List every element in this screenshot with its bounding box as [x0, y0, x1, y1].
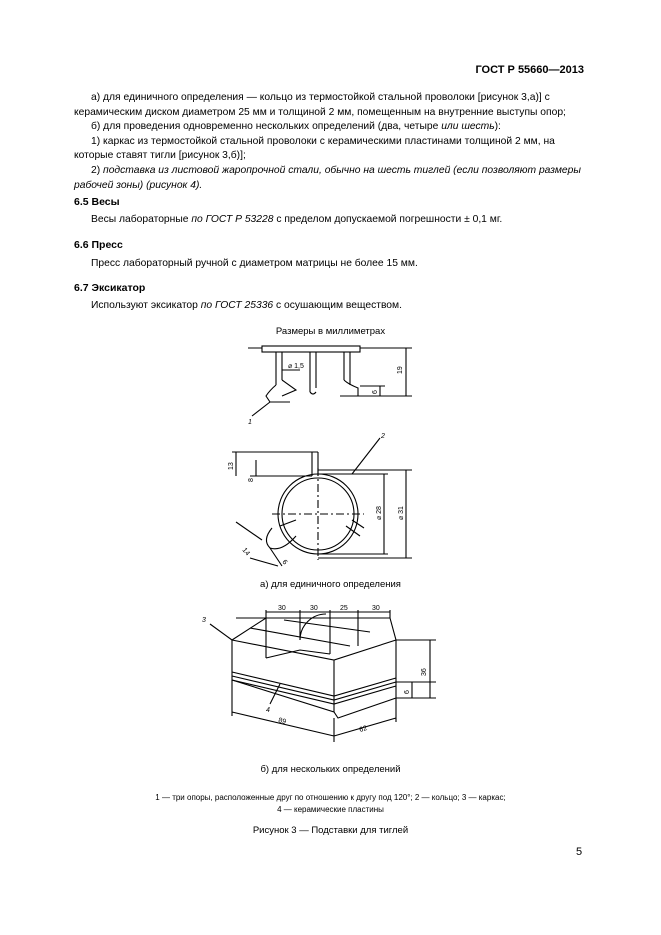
- item-b2-italic: подставка из листовой жаропрочной стали, обычно на шесть тиглей (если позволяют размеры рабочей зоны) (рисунок 4).: [74, 164, 581, 191]
- item-b-italic: или шесть: [441, 121, 495, 133]
- s65-pre: Весы лабораторные: [91, 214, 192, 225]
- legend-line-1: 1 — три опоры, расположенные друг по отношению к другу под 120°; 2 — кольцо; 3 — каркас;: [155, 793, 506, 802]
- item-b-text: б) для проведения одновременно нескольких определений (два, четыре: [91, 121, 442, 133]
- figure-title: Рисунок 3 — Подставки для тиглей: [252, 825, 409, 836]
- dia28-label: ⌀ 28: [376, 506, 383, 520]
- height6-label: 6: [372, 390, 379, 394]
- item-b2-num: 2): [91, 164, 104, 176]
- frame-top-edges: [232, 640, 396, 712]
- item-b2: [74, 164, 586, 193]
- dim8-label: 8: [248, 478, 255, 482]
- dia15-label: ⌀ 1,5: [288, 363, 304, 370]
- callout-2: 2: [381, 433, 385, 440]
- w30a-label: 30: [278, 605, 286, 612]
- section-6-6-text: Пресс лабораторный ручной с диаметром матрицы не более 15 мм.: [91, 258, 418, 269]
- items-list: [74, 91, 586, 193]
- figure-legend: [0, 792, 661, 816]
- length89-label: 89: [277, 717, 287, 726]
- s67-post: с осушающим веществом.: [273, 300, 402, 311]
- support-legs: [276, 352, 350, 392]
- figure-3b-drawing: [0, 600, 661, 760]
- ext-lines-left: [232, 452, 312, 476]
- caption-a: а) для единичного определения: [260, 579, 401, 590]
- s65-ref: по ГОСТ Р 53228: [191, 214, 274, 225]
- s65-post: с пределом допускаемой погрешности ± 0,1 мг.: [273, 214, 503, 225]
- caption-b: б) для нескольких определений: [260, 764, 401, 775]
- length62-label: 62: [358, 725, 369, 734]
- s67-ref: по ГОСТ 25336: [200, 300, 274, 311]
- center-lines: [272, 468, 364, 560]
- section-6-6-title: 6.6 Пресс: [74, 239, 123, 251]
- frame-dividers: [250, 620, 370, 658]
- s67-pre: Используют эксикатор: [91, 300, 201, 311]
- dim6-label: 6: [280, 558, 289, 567]
- page-number: 5: [576, 846, 583, 858]
- legend-line-2: 4 — керамические пластины: [277, 805, 384, 814]
- section-6-7-text: [74, 299, 586, 314]
- callout-1-leader: [252, 402, 270, 416]
- item-a: а) для единичного определения — кольцо из термостойкой стальной проволоки [рисунок 3,а)] с керамическим диском диаметром 25 мм и толщиной 2 мм, помещенным на внутренние выступы опор;: [74, 92, 566, 118]
- callout-2-leader: [352, 438, 380, 474]
- callout-1: 1: [248, 419, 252, 426]
- frame-outline: [232, 618, 396, 718]
- callout-3: 3: [202, 617, 206, 624]
- section-6-5-title: 6.5 Весы: [74, 196, 120, 208]
- ring-side-view: [262, 346, 360, 352]
- figure-3a-drawing: [0, 340, 661, 580]
- w25-label: 25: [340, 605, 348, 612]
- dim13-label: 13: [228, 462, 235, 470]
- height36-label: 36: [421, 668, 428, 676]
- callout-4: 4: [266, 707, 270, 714]
- w30c-label: 30: [372, 605, 380, 612]
- dim14-label: 14: [240, 546, 251, 558]
- right-support-foot: [310, 380, 358, 396]
- item-b: [74, 120, 586, 135]
- w30b-label: 30: [310, 605, 318, 612]
- units-note: Размеры в миллиметрах: [275, 326, 386, 337]
- dim-lines-left: [236, 452, 256, 476]
- left-support-foot: [266, 380, 296, 402]
- document-code: ГОСТ Р 55660—2013: [475, 64, 584, 76]
- plan-support-top: [312, 452, 318, 476]
- dim-lines-right-b: [396, 640, 436, 698]
- height19-label: 19: [397, 366, 404, 374]
- dim-lines-bottom: [236, 522, 282, 566]
- dia31-label: ⌀ 31: [398, 506, 405, 520]
- item-b-end: ):: [494, 121, 501, 133]
- item-b1: 1) каркас из термостойкой стальной проволоки с керамическими пластинами толщиной 2 мм, на которые ставят тигли [рисунок 3,б)];: [74, 135, 555, 162]
- section-6-5-text: [74, 213, 586, 228]
- height6b-label: 6: [404, 690, 411, 694]
- section-6-7-title: 6.7 Эксикатор: [74, 282, 146, 294]
